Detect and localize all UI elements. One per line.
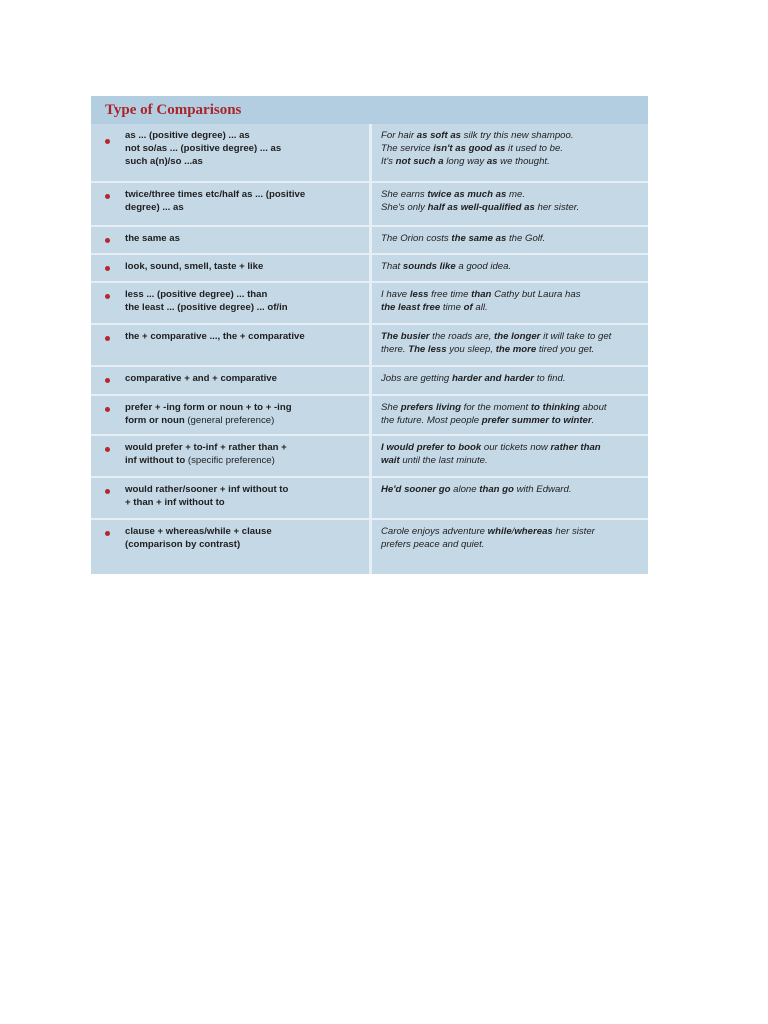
bullet-icon bbox=[105, 238, 110, 243]
example-text: time bbox=[440, 302, 464, 314]
example-text: me. bbox=[506, 189, 525, 200]
bullet-icon bbox=[105, 407, 110, 412]
example-line bbox=[381, 188, 648, 201]
rule-cell bbox=[91, 227, 369, 253]
example-text: you sleep, bbox=[446, 344, 496, 356]
rule-cell bbox=[91, 124, 369, 181]
example-text: alone bbox=[450, 484, 480, 495]
example-line bbox=[381, 414, 648, 427]
rule-text: comparative + and + comparative bbox=[125, 373, 277, 384]
rule-line bbox=[125, 188, 363, 201]
rule-line bbox=[125, 525, 363, 538]
rule-text: would prefer + to-inf + rather than + bbox=[125, 442, 287, 453]
example-cell bbox=[372, 478, 648, 518]
example-line bbox=[381, 142, 648, 155]
example-cell bbox=[372, 255, 648, 281]
example-text: the longer bbox=[494, 331, 541, 342]
rule-text: degree) ... as bbox=[125, 202, 184, 214]
rule-cell bbox=[91, 478, 369, 518]
bullet-icon bbox=[105, 194, 110, 199]
rule-line bbox=[125, 201, 363, 214]
rule-line bbox=[125, 232, 363, 245]
example-text: The less bbox=[408, 344, 447, 356]
example-text: the more bbox=[495, 344, 537, 356]
rule-text: the least ... (positive degree) ... of/in bbox=[125, 302, 288, 314]
example-text: the same as bbox=[451, 233, 507, 244]
rule-cell bbox=[91, 396, 369, 434]
rule-line bbox=[125, 496, 363, 509]
rule-line bbox=[125, 372, 363, 385]
table-row bbox=[91, 253, 648, 281]
rule-line bbox=[125, 454, 363, 467]
rule-cell bbox=[91, 367, 369, 394]
table-row bbox=[91, 518, 648, 574]
example-text: it used to be. bbox=[505, 143, 563, 155]
rule-line bbox=[125, 414, 363, 427]
table-row bbox=[91, 181, 648, 225]
example-text: about bbox=[579, 402, 607, 413]
rule-text: less ... (positive degree) ... than bbox=[125, 289, 268, 300]
example-text: tired you get. bbox=[536, 344, 595, 356]
example-text: it will take to get bbox=[540, 331, 612, 342]
example-text: He'd sooner go bbox=[381, 484, 451, 495]
rule-text: (general preference) bbox=[184, 415, 275, 427]
example-text: twice as much as bbox=[427, 189, 507, 200]
example-line bbox=[381, 538, 648, 551]
example-text: a good idea. bbox=[455, 261, 512, 272]
example-text: her sister bbox=[552, 526, 595, 537]
example-cell bbox=[372, 124, 648, 181]
example-text: free time bbox=[428, 289, 472, 300]
rule-text: form or noun bbox=[125, 415, 185, 427]
example-text: the Golf. bbox=[506, 233, 546, 244]
example-text: isn't as good as bbox=[433, 143, 506, 155]
example-line bbox=[381, 343, 648, 356]
example-text: That bbox=[381, 261, 403, 272]
example-line bbox=[381, 288, 648, 301]
rule-cell bbox=[91, 436, 369, 476]
table-row bbox=[91, 225, 648, 253]
example-text: prefer summer to winter bbox=[481, 415, 592, 427]
rule-text: the same as bbox=[125, 233, 180, 244]
example-cell bbox=[372, 227, 648, 253]
rule-line bbox=[125, 288, 363, 301]
example-cell bbox=[372, 436, 648, 476]
rule-line bbox=[125, 330, 363, 343]
example-text: the future. Most people bbox=[381, 415, 482, 427]
example-cell bbox=[372, 183, 648, 225]
rule-cell bbox=[91, 183, 369, 225]
example-text: to find. bbox=[534, 373, 566, 384]
table-row bbox=[91, 394, 648, 434]
example-text: whereas bbox=[514, 526, 553, 537]
example-line bbox=[381, 330, 648, 343]
example-text: her sister. bbox=[534, 202, 580, 214]
example-text: For hair bbox=[381, 130, 417, 141]
example-text: I would prefer to book bbox=[381, 442, 482, 453]
example-text: prefers peace and quiet. bbox=[381, 539, 485, 551]
rule-line bbox=[125, 129, 363, 142]
example-text: She earns bbox=[381, 189, 428, 200]
table-row bbox=[91, 365, 648, 394]
rule-line bbox=[125, 260, 363, 273]
example-text: sounds like bbox=[402, 261, 456, 272]
example-text: less bbox=[409, 289, 429, 300]
rule-text: prefer + -ing form or noun + to + -ing bbox=[125, 402, 292, 413]
example-text: wait bbox=[381, 455, 400, 467]
rule-line bbox=[125, 301, 363, 314]
example-cell bbox=[372, 367, 648, 394]
example-text: The service bbox=[381, 143, 434, 155]
example-text: Carole enjoys adventure bbox=[381, 526, 488, 537]
example-text: than go bbox=[479, 484, 514, 495]
example-text: / bbox=[511, 526, 515, 537]
rule-text: as ... (positive degree) ... as bbox=[125, 130, 250, 141]
example-line bbox=[381, 301, 648, 314]
example-text: with Edward. bbox=[513, 484, 572, 495]
table-row bbox=[91, 124, 648, 181]
example-text: rather than bbox=[550, 442, 601, 453]
example-line bbox=[381, 372, 648, 385]
rule-line bbox=[125, 441, 363, 454]
bullet-icon bbox=[105, 336, 110, 341]
example-text: Jobs are getting bbox=[381, 373, 452, 384]
example-line bbox=[381, 155, 648, 168]
example-text: prefers living bbox=[400, 402, 461, 413]
example-text: as bbox=[486, 156, 498, 168]
example-text: the roads are, bbox=[429, 331, 495, 342]
example-text: there. bbox=[381, 344, 409, 356]
rule-text: would rather/sooner + inf without to bbox=[125, 484, 289, 495]
rule-cell bbox=[91, 283, 369, 323]
example-text: silk try this new shampoo. bbox=[461, 130, 574, 141]
example-text: I have bbox=[381, 289, 410, 300]
example-text: to thinking bbox=[530, 402, 580, 413]
bullet-icon bbox=[105, 266, 110, 271]
rule-text: (specific preference) bbox=[185, 455, 275, 467]
example-text: She's only bbox=[381, 202, 428, 214]
rule-line bbox=[125, 483, 363, 496]
example-cell bbox=[372, 325, 648, 365]
example-text: . bbox=[591, 415, 595, 427]
example-text: The busier bbox=[381, 331, 430, 342]
example-cell bbox=[372, 520, 648, 574]
rule-cell bbox=[91, 255, 369, 281]
example-text: all. bbox=[472, 302, 488, 314]
rule-text: such a(n)/so ...as bbox=[125, 156, 203, 168]
example-text: Cathy but Laura has bbox=[491, 289, 581, 300]
example-text: long way bbox=[443, 156, 487, 168]
bullet-icon bbox=[105, 294, 110, 299]
comparisons-table bbox=[91, 96, 648, 574]
example-text: for the moment bbox=[461, 402, 531, 413]
example-line bbox=[381, 201, 648, 214]
example-cell bbox=[372, 283, 648, 323]
example-text: the least free bbox=[381, 302, 441, 314]
example-text: as soft as bbox=[416, 130, 461, 141]
example-text: not such a bbox=[395, 156, 444, 168]
example-line bbox=[381, 525, 648, 538]
example-line bbox=[381, 129, 648, 142]
bullet-icon bbox=[105, 447, 110, 452]
example-line bbox=[381, 441, 648, 454]
example-line bbox=[381, 260, 648, 273]
rule-text: + than + inf without to bbox=[125, 497, 225, 509]
example-text: than bbox=[471, 289, 492, 300]
bullet-icon bbox=[105, 531, 110, 536]
example-text: It's bbox=[381, 156, 396, 168]
rule-text: look, sound, smell, taste + like bbox=[125, 261, 264, 272]
rule-line bbox=[125, 155, 363, 168]
example-text: our tickets now bbox=[481, 442, 551, 453]
rule-text: twice/three times etc/half as ... (positive bbox=[125, 189, 306, 200]
table-body bbox=[91, 124, 648, 574]
rule-line bbox=[125, 142, 363, 155]
example-text: while bbox=[487, 526, 512, 537]
rule-cell bbox=[91, 520, 369, 574]
example-cell bbox=[372, 396, 648, 434]
example-text: harder and harder bbox=[451, 373, 535, 384]
rule-line bbox=[125, 538, 363, 551]
table-title: Type of Comparisons bbox=[105, 101, 242, 118]
table-row bbox=[91, 323, 648, 365]
example-text: The Orion costs bbox=[381, 233, 452, 244]
example-line bbox=[381, 454, 648, 467]
rule-text: (comparison by contrast) bbox=[125, 539, 241, 551]
example-line bbox=[381, 483, 648, 496]
example-text: until the last minute. bbox=[399, 455, 488, 467]
bullet-icon bbox=[105, 489, 110, 494]
bullet-icon bbox=[105, 139, 110, 144]
example-text: She bbox=[381, 402, 401, 413]
rule-text: clause + whereas/while + clause bbox=[125, 526, 272, 537]
example-text: we thought. bbox=[497, 156, 550, 168]
example-text: of bbox=[463, 302, 473, 314]
rule-text: inf without to bbox=[125, 455, 186, 467]
table-row bbox=[91, 434, 648, 476]
rule-line bbox=[125, 401, 363, 414]
table-header bbox=[91, 96, 648, 124]
rule-text: the + comparative ..., the + comparative bbox=[125, 331, 305, 342]
rule-cell bbox=[91, 325, 369, 365]
rule-text: not so/as ... (positive degree) ... as bbox=[125, 143, 282, 155]
example-text: half as well-qualified as bbox=[427, 202, 535, 214]
table-row bbox=[91, 281, 648, 323]
bullet-icon bbox=[105, 378, 110, 383]
table-row bbox=[91, 476, 648, 518]
example-line bbox=[381, 232, 648, 245]
example-line bbox=[381, 401, 648, 414]
